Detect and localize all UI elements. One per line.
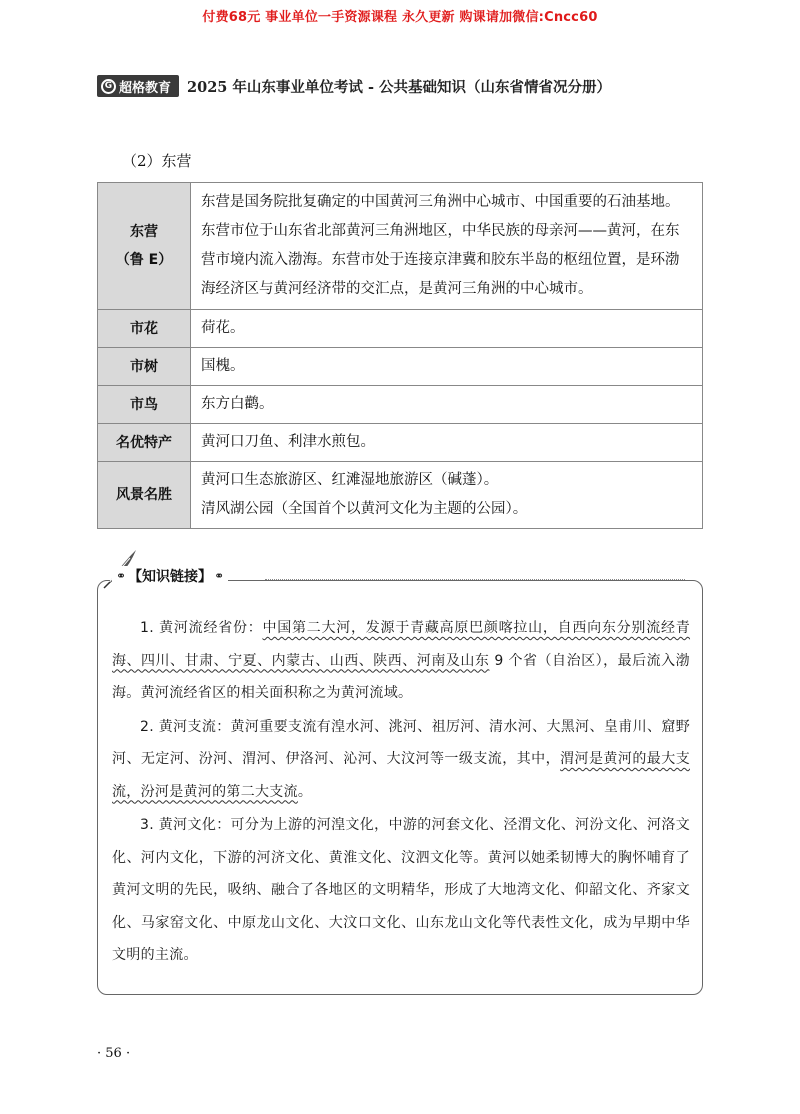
watermark-banner: 付费68元 事业单位一手资源课程 永久更新 购课请加微信:Cncc60 <box>202 10 598 25</box>
chain-link-icon-right: ⚭ <box>214 569 225 583</box>
knowledge-paragraph-1 <box>112 612 690 710</box>
intro-line-1: 东营是国务院批复确定的中国黄河三角洲中心城市、中国重要的石油基地。 <box>201 194 680 210</box>
p2-lead: 2. 黄河支流：黄河重要支流有湟水河、洮河、祖厉河、清水河、大黑河、皇甫川、窟野河、无定河、汾河、渭河、伊洛河、沁河、大汶河等一级支流，其中， <box>112 718 690 767</box>
row-label-flower: 市花 <box>98 310 191 348</box>
row-content-intro <box>191 183 703 310</box>
row-label-tree: 市树 <box>98 348 191 386</box>
knowledge-body <box>112 612 690 973</box>
label-plate-code: （鲁 E） <box>115 252 173 268</box>
p1-emphasis: 中国第二大河，发源于青藏高原巴颜喀拉山，自西向东分别流经青海、四川、甘肃、宁夏、内蒙古、山西、陕西、河南及山东 <box>112 620 691 669</box>
row-label-bird: 市鸟 <box>98 386 191 424</box>
table-row-bird <box>98 386 703 424</box>
table-row-intro <box>98 183 703 310</box>
row-content-scenic <box>191 462 703 529</box>
intro-line-2: 东营市位于山东省北部黄河三角洲地区，中华民族的母亲河——黄河，在东营市境内流入渤海。东营市处于连接京津冀和胶东半岛的枢纽位置，是环渤海经济区与黄河经济带的交汇点，是黄河三角洲的中心城市。 <box>201 223 680 297</box>
p1-tail: 9 个省（自治区），最后流入渤海。黄河流经省区的相关面积称之为黄河流域。 <box>112 652 690 701</box>
row-content-flower: 荷花。 <box>191 310 703 348</box>
brand-logo <box>97 75 179 97</box>
logo-icon: G <box>101 79 116 94</box>
city-info-table <box>97 182 703 529</box>
page-number: · 56 · <box>97 1046 131 1061</box>
scenic-line-2: 清风湖公园（全国首个以黄河文化为主题的公园）。 <box>201 501 528 517</box>
scenic-line-1: 黄河口生态旅游区、红滩湿地旅游区（碱蓬）。 <box>201 472 499 488</box>
knowledge-divider <box>265 579 685 580</box>
table-row-specialty <box>98 424 703 462</box>
knowledge-title: 【知识链接】 <box>128 569 213 585</box>
label-city-name: 东营 <box>130 224 158 240</box>
chain-link-icon: ⚭ <box>116 569 127 583</box>
knowledge-paragraph-3: 3. 黄河文化：可分为上游的河湟文化，中游的河套文化、泾渭文化、河汾文化、河洛文化、河内文化，下游的河济文化、黄淮文化、汶泗文化等。黄河以她柔韧博大的胸怀哺育了黄河文明的先民，吸纳、融合了各地区的文明精华，形成了大地湾文化、仰韶文化、齐家文化、马家窑文化、中原龙山文化、大汶口文化、山东龙山文化等代表性文化，成为早期中华文明的主流。 <box>112 817 690 963</box>
knowledge-paragraph-2 <box>112 711 690 809</box>
table-row-flower <box>98 310 703 348</box>
knowledge-header <box>112 566 228 586</box>
row-content-specialty: 黄河口刀鱼、利津水煎包。 <box>191 424 703 462</box>
section-title: （2）东营 <box>122 152 192 170</box>
logo-text: 超格教育 <box>119 80 172 96</box>
p1-lead: 1. 黄河流经省份： <box>140 620 263 636</box>
table-row-scenic <box>98 462 703 529</box>
p2-emphasis: 渭河是黄河的最大支流，汾河是黄河的第二大支流 <box>112 751 690 800</box>
table-row-tree <box>98 348 703 386</box>
row-label-specialty: 名优特产 <box>98 424 191 462</box>
page-header <box>97 74 611 98</box>
p2-tail: 。 <box>297 783 313 800</box>
row-label-city <box>98 183 191 310</box>
row-content-tree: 国槐。 <box>191 348 703 386</box>
document-title: 2025 年山东事业单位考试 - 公共基础知识（山东省情省况分册） <box>187 78 612 96</box>
row-content-bird: 东方白鹳。 <box>191 386 703 424</box>
row-label-scenic: 风景名胜 <box>98 462 191 529</box>
